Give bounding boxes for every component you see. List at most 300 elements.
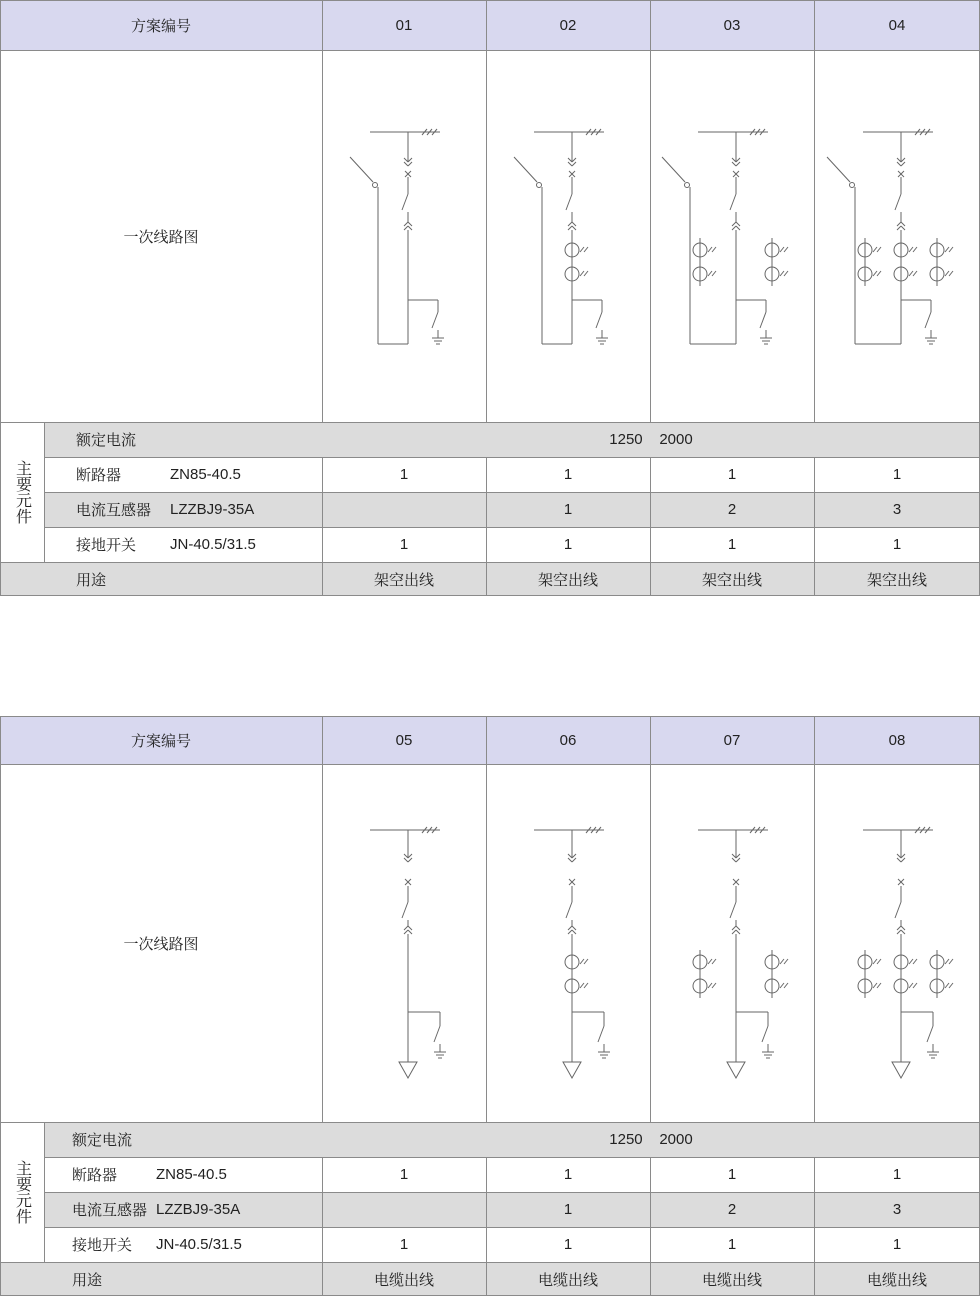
isolating-contact: [732, 858, 736, 862]
ct-tick: [584, 247, 588, 252]
breaker-qty: 1: [563, 1166, 573, 1183]
ct-tick: [584, 959, 588, 964]
grid-line: [486, 716, 487, 1122]
ct-qty-cell: [486, 492, 650, 527]
usage-value-cell: [650, 1262, 814, 1296]
earth-switch-qty: 1: [727, 536, 737, 553]
ct-model: LZZBJ9-35A: [170, 501, 255, 518]
earth-switch-qty: 1: [727, 1236, 737, 1253]
group-label: 主要元件: [13, 460, 31, 524]
earth-switch-qty-cell: [322, 527, 486, 562]
grid-line: [44, 1192, 980, 1193]
usage-value: 架空出线: [866, 571, 927, 589]
ct-tick: [945, 271, 949, 276]
isolating-contact: [572, 930, 576, 934]
usage-label-cell: [0, 1262, 322, 1296]
cable-terminal-icon: [892, 1062, 910, 1078]
grid-line: [44, 492, 980, 493]
isolating-contact: [901, 222, 905, 226]
ct-tick: [708, 271, 712, 276]
rated-current-value: 1250 2000: [609, 1131, 693, 1148]
breaker-label: 断路器: [76, 467, 122, 484]
ct-tick: [913, 271, 917, 276]
breaker-label-cell: [44, 457, 322, 492]
grid-line: [814, 0, 815, 422]
breaker-blade: [402, 902, 408, 918]
isolating-contact: [404, 222, 408, 226]
breaker-qty: 1: [892, 466, 902, 483]
single-line-diagram-03: [650, 50, 814, 422]
breaker-qty-cell: [814, 1157, 980, 1192]
isolating-contact: [901, 930, 905, 934]
switch-pivot: [685, 183, 690, 188]
isolating-contact: [404, 854, 408, 858]
earth-switch-blade: [760, 312, 766, 328]
isolating-contact: [408, 226, 412, 230]
header-label-cell: [0, 716, 322, 764]
load-switch-blade: [662, 157, 685, 182]
grid-line: [486, 457, 487, 596]
single-line-diagram-01: [322, 50, 486, 422]
earth-switch-label-cell: [44, 527, 322, 562]
ct-tick: [780, 959, 784, 964]
isolating-contact: [572, 926, 576, 930]
isolating-contact: [408, 162, 412, 166]
ct-qty-cell: [486, 1192, 650, 1227]
earth-switch-qty: 1: [399, 1236, 409, 1253]
ct-tick: [877, 959, 881, 964]
ct-tick: [949, 959, 953, 964]
scheme-number: 03: [723, 16, 741, 34]
scheme-number-cell: [814, 716, 980, 764]
isolating-contact: [901, 226, 905, 230]
earth-switch-qty-cell: [486, 1227, 650, 1262]
usage-label-cell: [0, 562, 322, 596]
ct-tick: [949, 983, 953, 988]
single-line-diagram-04: [814, 50, 980, 422]
ct-tick: [584, 983, 588, 988]
ct-tick: [780, 247, 784, 252]
grid-line: [0, 716, 980, 717]
ct-tick: [909, 247, 913, 252]
ct-tick: [877, 983, 881, 988]
usage-value: 架空出线: [537, 571, 598, 589]
isolating-contact: [901, 858, 905, 862]
grid-line: [44, 422, 45, 562]
breaker-blade: [895, 902, 901, 918]
ct-tick: [708, 247, 712, 252]
grid-line: [0, 0, 1, 596]
ct-tick: [949, 247, 953, 252]
grid-line: [650, 1157, 651, 1296]
isolating-contact: [568, 854, 572, 858]
earth-switch-qty: 1: [563, 1236, 573, 1253]
scheme-table-2: [0, 716, 980, 1296]
ct-tick: [712, 959, 716, 964]
scheme-number-cell: [814, 0, 980, 50]
ct-tick: [873, 959, 877, 964]
single-line-diagram-02: [486, 50, 650, 422]
grid-line: [0, 1262, 980, 1263]
ct-tick: [708, 983, 712, 988]
rated-current-value: 1250 2000: [609, 431, 693, 448]
earth-switch-qty-cell: [814, 527, 980, 562]
usage-value: 电缆出线: [701, 1271, 762, 1289]
ct-qty-cell: [322, 1192, 486, 1227]
ct-tick: [708, 959, 712, 964]
earth-switch-model: JN-40.5/31.5: [156, 1236, 242, 1253]
isolating-contact: [408, 858, 412, 862]
usage-value-cell: [486, 562, 650, 596]
breaker-blade: [566, 902, 572, 918]
grid-line: [44, 1227, 980, 1228]
ct-tick: [784, 983, 788, 988]
rated-current-label-cell: [44, 1122, 322, 1157]
usage-value: 架空出线: [701, 571, 762, 589]
grid-line: [44, 527, 980, 528]
isolating-contact: [572, 858, 576, 862]
earth-switch-qty: 1: [892, 1236, 902, 1253]
isolating-contact: [901, 158, 905, 162]
grid-line: [486, 1157, 487, 1296]
isolating-contact: [404, 162, 408, 166]
isolating-contact: [568, 858, 572, 862]
header-label: 方案编号: [130, 17, 191, 35]
isolating-contact: [736, 162, 740, 166]
cable-terminal-icon: [399, 1062, 417, 1078]
ct-tick: [580, 959, 584, 964]
load-switch-blade: [350, 157, 373, 182]
scheme-number-cell: [650, 0, 814, 50]
isolating-contact: [572, 162, 576, 166]
scheme-number-cell: [322, 0, 486, 50]
breaker-blade: [566, 194, 572, 210]
usage-value-cell: [814, 1262, 980, 1296]
breaker-qty-cell: [486, 1157, 650, 1192]
breaker-qty: 1: [563, 466, 573, 483]
breaker-qty-cell: [322, 1157, 486, 1192]
isolating-contact: [897, 926, 901, 930]
earth-switch-label-cell: [44, 1227, 322, 1262]
scheme-number-cell: [322, 716, 486, 764]
diagram-label-cell: [0, 764, 322, 1122]
scheme-number-cell: [486, 716, 650, 764]
isolating-contact: [408, 926, 412, 930]
grid-line: [0, 716, 1, 1296]
breaker-model: ZN85-40.5: [156, 1166, 227, 1183]
scheme-number: 02: [559, 16, 577, 34]
usage-value-cell: [650, 562, 814, 596]
earth-switch-blade: [927, 1026, 933, 1042]
isolating-contact: [404, 226, 408, 230]
isolating-contact: [568, 162, 572, 166]
grid-line: [44, 457, 980, 458]
scheme-number: 06: [559, 731, 577, 749]
header-label-cell: [0, 0, 322, 50]
rated-current-label: 额定电流: [76, 432, 137, 449]
earth-switch-qty-cell: [322, 1227, 486, 1262]
grid-line: [814, 1157, 815, 1296]
ct-label-cell: [44, 492, 322, 527]
isolating-contact: [901, 926, 905, 930]
usage-value: 电缆出线: [537, 1271, 598, 1289]
isolating-contact: [736, 226, 740, 230]
ct-tick: [780, 271, 784, 276]
ct-tick: [712, 271, 716, 276]
grid-line: [0, 422, 980, 423]
ct-qty-cell: [814, 1192, 980, 1227]
ct-qty: 3: [892, 501, 902, 518]
ct-tick: [580, 247, 584, 252]
diagram-label-cell: [0, 50, 322, 422]
isolating-contact: [732, 162, 736, 166]
earth-switch-qty: 1: [399, 536, 409, 553]
ct-tick: [873, 247, 877, 252]
earth-switch-label: 接地开关: [76, 537, 137, 554]
ct-qty: 2: [727, 1201, 737, 1218]
ct-qty: 1: [563, 1201, 573, 1218]
earth-switch-blade: [432, 312, 438, 328]
scheme-number-cell: [650, 716, 814, 764]
group-label-cell: [0, 422, 44, 562]
scheme-table-1: [0, 0, 980, 596]
header-label: 方案编号: [130, 732, 191, 750]
breaker-blade: [730, 194, 736, 210]
grid-line: [322, 457, 323, 596]
isolating-contact: [897, 222, 901, 226]
breaker-qty-cell: [322, 457, 486, 492]
isolating-contact: [404, 858, 408, 862]
ct-tick: [949, 271, 953, 276]
isolating-contact: [736, 926, 740, 930]
ct-tick: [945, 983, 949, 988]
usage-value-cell: [486, 1262, 650, 1296]
grid-line: [814, 457, 815, 596]
grid-line: [44, 1122, 45, 1262]
isolating-contact: [568, 926, 572, 930]
isolating-contact: [732, 854, 736, 858]
ct-tick: [580, 271, 584, 276]
isolating-contact: [901, 162, 905, 166]
ct-tick: [913, 247, 917, 252]
isolating-contact: [897, 930, 901, 934]
rated-current-label-cell: [44, 422, 322, 457]
grid-line: [322, 716, 323, 1122]
isolating-contact: [572, 222, 576, 226]
isolating-contact: [404, 926, 408, 930]
breaker-qty-cell: [650, 1157, 814, 1192]
cable-terminal-icon: [727, 1062, 745, 1078]
rated-current-value-cell: [322, 1122, 980, 1157]
diagram-label: 一次线路图: [123, 228, 199, 246]
single-line-diagram-07: [650, 764, 814, 1122]
isolating-contact: [408, 854, 412, 858]
isolating-contact: [736, 854, 740, 858]
ct-tick: [877, 271, 881, 276]
ct-qty-cell: [650, 1192, 814, 1227]
ct-qty: 1: [563, 501, 573, 518]
ct-qty-cell: [650, 492, 814, 527]
rated-current-label: 额定电流: [72, 1132, 133, 1149]
ct-tick: [780, 983, 784, 988]
scheme-number-cell: [486, 0, 650, 50]
isolating-contact: [408, 158, 412, 162]
cable-terminal-icon: [563, 1062, 581, 1078]
isolating-contact: [897, 162, 901, 166]
grid-line: [0, 764, 980, 765]
breaker-label-cell: [44, 1157, 322, 1192]
earth-switch-blade: [925, 312, 931, 328]
isolating-contact: [732, 222, 736, 226]
earth-switch-qty-cell: [814, 1227, 980, 1262]
isolating-contact: [572, 854, 576, 858]
ct-tick: [580, 983, 584, 988]
earth-switch-blade: [434, 1026, 440, 1042]
group-label: 主要元件: [13, 1160, 31, 1224]
isolating-contact: [897, 858, 901, 862]
ct-tick: [784, 271, 788, 276]
isolating-contact: [897, 226, 901, 230]
ct-tick: [712, 247, 716, 252]
scheme-number: 01: [395, 16, 413, 34]
isolating-contact: [736, 858, 740, 862]
single-line-diagram-08: [814, 764, 980, 1122]
isolating-contact: [897, 854, 901, 858]
diagram-label: 一次线路图: [123, 935, 199, 953]
grid-line: [650, 716, 651, 1122]
grid-line: [0, 0, 980, 1]
breaker-blade: [895, 194, 901, 210]
isolating-contact: [404, 158, 408, 162]
grid-line: [0, 595, 980, 596]
single-line-diagram-06: [486, 764, 650, 1122]
breaker-qty-cell: [650, 457, 814, 492]
grid-line: [322, 0, 323, 422]
ct-label: 电流互感器: [72, 1202, 148, 1219]
isolating-contact: [897, 158, 901, 162]
breaker-qty: 1: [727, 466, 737, 483]
earth-switch-qty-cell: [650, 1227, 814, 1262]
usage-value-cell: [322, 1262, 486, 1296]
isolating-contact: [568, 930, 572, 934]
usage-label: 用途: [76, 571, 107, 589]
ct-tick: [877, 247, 881, 252]
isolating-contact: [736, 158, 740, 162]
breaker-qty: 1: [399, 466, 409, 483]
breaker-qty: 1: [399, 1166, 409, 1183]
usage-value: 电缆出线: [866, 1271, 927, 1289]
grid-line: [486, 0, 487, 422]
isolating-contact: [572, 226, 576, 230]
breaker-label: 断路器: [72, 1167, 118, 1184]
ct-tick: [873, 271, 877, 276]
isolating-contact: [732, 930, 736, 934]
isolating-contact: [408, 930, 412, 934]
isolating-contact: [568, 158, 572, 162]
scheme-number: 05: [395, 731, 413, 749]
isolating-contact: [732, 226, 736, 230]
group-label-cell: [0, 1122, 44, 1262]
isolating-contact: [732, 158, 736, 162]
usage-value: 架空出线: [373, 571, 434, 589]
isolating-contact: [736, 930, 740, 934]
ct-tick: [873, 983, 877, 988]
breaker-blade: [402, 194, 408, 210]
ct-tick: [909, 983, 913, 988]
grid-line: [814, 716, 815, 1122]
earth-switch-qty-cell: [486, 527, 650, 562]
ct-qty-cell: [322, 492, 486, 527]
isolating-contact: [568, 222, 572, 226]
scheme-number: 08: [888, 731, 906, 749]
ct-label: 电流互感器: [76, 502, 152, 519]
usage-label: 用途: [72, 1271, 103, 1289]
scheme-number: 07: [723, 731, 741, 749]
ct-tick: [784, 959, 788, 964]
grid-line: [650, 457, 651, 596]
switch-pivot: [850, 183, 855, 188]
earth-switch-label: 接地开关: [72, 1237, 133, 1254]
grid-line: [0, 562, 980, 563]
ct-tick: [712, 983, 716, 988]
isolating-contact: [736, 222, 740, 226]
scheme-number: 04: [888, 16, 906, 34]
breaker-model: ZN85-40.5: [170, 466, 241, 483]
breaker-qty-cell: [486, 457, 650, 492]
grid-line: [650, 0, 651, 422]
earth-switch-qty: 1: [563, 536, 573, 553]
ct-tick: [909, 271, 913, 276]
grid-line: [0, 50, 980, 51]
earth-switch-qty-cell: [650, 527, 814, 562]
earth-switch-blade: [598, 1026, 604, 1042]
rated-current-value-cell: [322, 422, 980, 457]
ct-tick: [784, 247, 788, 252]
earth-switch-blade: [762, 1026, 768, 1042]
usage-value-cell: [814, 562, 980, 596]
grid-line: [322, 1157, 323, 1296]
isolating-contact: [408, 222, 412, 226]
ct-label-cell: [44, 1192, 322, 1227]
ct-tick: [584, 271, 588, 276]
grid-line: [44, 1157, 980, 1158]
load-switch-blade: [827, 157, 850, 182]
earth-switch-blade: [596, 312, 602, 328]
switch-pivot: [537, 183, 542, 188]
load-switch-blade: [514, 157, 537, 182]
isolating-contact: [572, 158, 576, 162]
breaker-qty-cell: [814, 457, 980, 492]
usage-value: 电缆出线: [373, 1271, 434, 1289]
ct-tick: [913, 983, 917, 988]
ct-qty: 3: [892, 1201, 902, 1218]
isolating-contact: [732, 926, 736, 930]
switch-pivot: [373, 183, 378, 188]
ct-tick: [945, 959, 949, 964]
isolating-contact: [901, 854, 905, 858]
single-line-diagram-05: [322, 764, 486, 1122]
ct-tick: [913, 959, 917, 964]
breaker-qty: 1: [727, 1166, 737, 1183]
breaker-blade: [730, 902, 736, 918]
isolating-contact: [568, 226, 572, 230]
usage-value-cell: [322, 562, 486, 596]
grid-line: [0, 1122, 980, 1123]
ct-qty: 2: [727, 501, 737, 518]
ct-qty-cell: [814, 492, 980, 527]
ct-tick: [945, 247, 949, 252]
ct-model: LZZBJ9-35A: [156, 1201, 241, 1218]
